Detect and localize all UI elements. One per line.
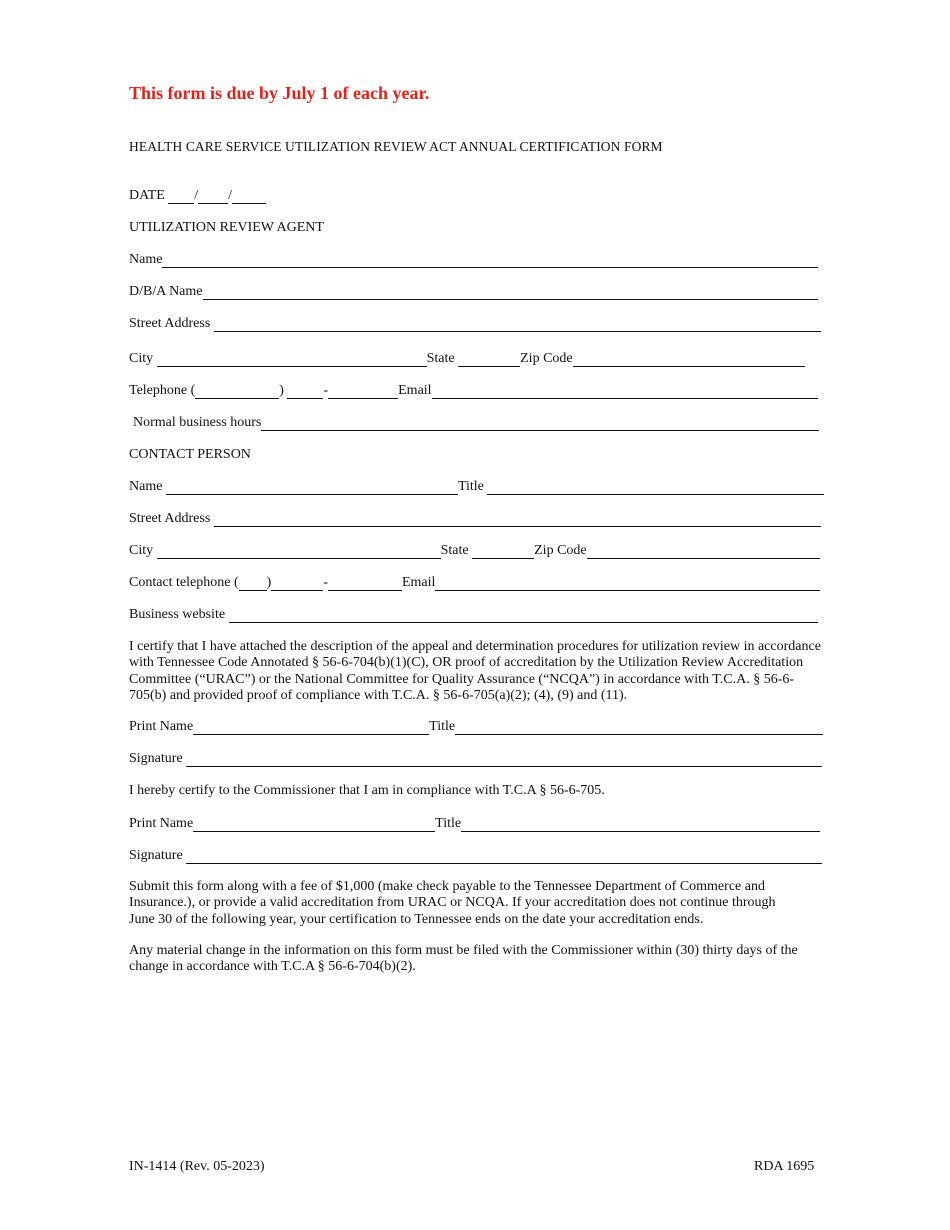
- agent-hours-field[interactable]: [261, 416, 819, 431]
- certify1-signature-row: Signature: [129, 749, 822, 767]
- agent-name-row: Name: [129, 250, 818, 268]
- agent-city-field[interactable]: [157, 352, 427, 367]
- certify-procedures-text: I certify that I have attached the description of the appeal and determination procedures for utilization review in accordance with Tennessee Code Annotated § 56-6-704(b)(1)(C), OR proof of accreditation by the Utilization Review Accreditation Committee (“URAC”) or the National Committee for Quality Assurance (“NCQA”) in accordance with T.C.A. § 56-6-705(b) and provided proof of compliance with T.C.A. § 56-6-705(a)(2); (4), (9) and (11).: [129, 639, 821, 703]
- certify1-print-row: Print Name Title: [129, 717, 823, 735]
- contact-phone-prefix-field[interactable]: [271, 576, 323, 591]
- date-month-field[interactable]: [168, 189, 194, 204]
- rda-number: RDA 1695: [754, 1159, 815, 1174]
- form-number: IN-1414 (Rev. 05-2023): [129, 1159, 265, 1174]
- agent-hours-row: Normal business hours: [133, 413, 819, 431]
- agent-street-row: Street Address: [129, 314, 821, 332]
- contact-name-row: Name Title: [129, 477, 824, 495]
- agent-heading: UTILIZATION REVIEW AGENT: [129, 220, 324, 235]
- contact-city-row: City State Zip Code: [129, 541, 820, 559]
- certify2-signature-row: Signature: [129, 846, 822, 864]
- agent-city-row: City State Zip Code: [129, 349, 805, 367]
- agent-state-field[interactable]: [458, 352, 520, 367]
- contact-email-field[interactable]: [435, 576, 820, 591]
- contact-street-row: Street Address: [129, 509, 821, 527]
- agent-phone-prefix-field[interactable]: [287, 384, 323, 399]
- contact-telephone-row: Contact telephone ( ) - Email: [129, 573, 820, 591]
- certify1-title-field[interactable]: [455, 720, 823, 735]
- material-change-notice: Any material change in the information on this form must be filed with the Commissioner within (30) thirty days of the change in accordance with T.C.A § 56-6-704(b)(2).: [129, 943, 798, 975]
- certify2-print-row: Print Name Title: [129, 814, 820, 832]
- date-label: DATE: [129, 188, 165, 203]
- contact-website-row: Business website: [129, 605, 818, 623]
- contact-street-field[interactable]: [214, 512, 821, 527]
- agent-dba-row: D/B/A Name: [129, 282, 818, 300]
- contact-city-field[interactable]: [157, 544, 441, 559]
- form-title: HEALTH CARE SERVICE UTILIZATION REVIEW ACT ANNUAL CERTIFICATION FORM: [129, 139, 663, 154]
- agent-email-field[interactable]: [432, 384, 818, 399]
- contact-state-field[interactable]: [472, 544, 534, 559]
- contact-heading: CONTACT PERSON: [129, 447, 251, 462]
- agent-area-code-field[interactable]: [195, 384, 279, 399]
- certify1-signature-field[interactable]: [186, 752, 822, 767]
- contact-name-field[interactable]: [166, 480, 458, 495]
- certify1-print-name-field[interactable]: [193, 720, 429, 735]
- certify-compliance-text: I hereby certify to the Commissioner that I am in compliance with T.C.A § 56-6-705.: [129, 783, 605, 798]
- contact-website-field[interactable]: [229, 608, 818, 623]
- certify2-signature-field[interactable]: [186, 849, 822, 864]
- agent-telephone-row: Telephone ( ) - Email: [129, 381, 818, 399]
- agent-name-field[interactable]: [162, 253, 818, 268]
- agent-dba-field[interactable]: [203, 285, 819, 300]
- due-notice: This form is due by July 1 of each year.: [129, 83, 430, 103]
- contact-phone-number-field[interactable]: [328, 576, 402, 591]
- submit-instructions: Submit this form along with a fee of $1,000 (make check payable to the Tennessee Department of Commerce and Insurance.), or provide a valid accreditation from URAC or NCQA. If your accreditation does not continue through June 30 of the following year, your certification to Tennessee ends on the date your accreditation ends.: [129, 879, 776, 927]
- date-day-field[interactable]: [198, 189, 228, 204]
- agent-phone-number-field[interactable]: [328, 384, 398, 399]
- certify2-print-name-field[interactable]: [193, 817, 435, 832]
- contact-zip-field[interactable]: [587, 544, 820, 559]
- date-year-field[interactable]: [232, 189, 266, 204]
- contact-title-field[interactable]: [487, 480, 824, 495]
- agent-street-field[interactable]: [214, 317, 821, 332]
- agent-zip-field[interactable]: [573, 352, 805, 367]
- certify2-title-field[interactable]: [461, 817, 820, 832]
- contact-area-code-field[interactable]: [239, 576, 267, 591]
- date-row: DATE / /: [129, 186, 266, 204]
